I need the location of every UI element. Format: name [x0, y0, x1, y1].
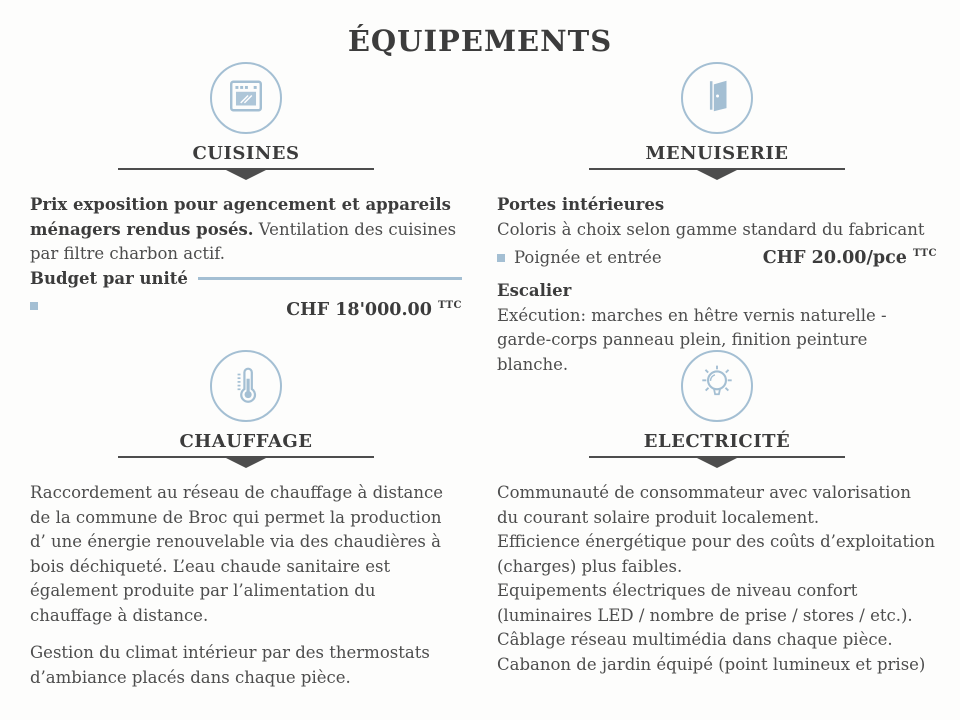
section-chauffage [30, 350, 462, 690]
cuisines-divider [118, 168, 374, 181]
poignee-row [497, 242, 937, 270]
cuisines-title: CUISINES [192, 143, 300, 164]
escalier-heading: Escalier [497, 281, 572, 301]
poignee-price: CHF 20.00/pce $^{TTC}$ [762, 247, 937, 268]
cuisines-content [30, 193, 462, 322]
down-arrow-icon [697, 170, 737, 180]
chauffage-para1: Raccordement au réseau de chauffage à distance de la commune de Broc qui permet la production d’ une énergie renouvelable via des chaudières à bois déchiqueté. L’eau chaude sanitaire est également produite par l’alimentation du chauffage à distance. [30, 483, 444, 625]
section-menuiserie [497, 62, 937, 377]
menuiserie-divider [589, 168, 845, 181]
electricite-line: Efficience énergétique pour des coûts d’exploitation (charges) plus faibles. [497, 532, 935, 576]
square-bullet-icon [497, 254, 505, 262]
portes-text: Coloris à choix selon gamme standard du fabricant [497, 219, 925, 239]
chauffage-icon-circle [210, 350, 282, 422]
page-title: ÉQUIPEMENTS [347, 24, 613, 58]
section-electricite [497, 350, 937, 677]
poignee-label: Poignée et entrée [514, 247, 662, 267]
electricite-line: Câblage réseau multimédia dans chaque pièce. [497, 630, 893, 649]
budget-rule-line [198, 277, 462, 280]
section-cuisines [30, 62, 462, 322]
escalier-text: Exécution: marches en hêtre vernis naturelle - garde-corps panneau plein, finition peinture blanche. [497, 305, 887, 374]
down-arrow-icon [697, 458, 737, 468]
budget-row [30, 267, 462, 292]
electricite-line: Cabanon de jardin équipé (point lumineux et prise) [497, 654, 926, 674]
electricite-divider [589, 456, 845, 469]
ttc-suffix: TTC [438, 300, 462, 311]
down-arrow-icon [226, 170, 266, 180]
electricite-icon-circle [681, 350, 753, 422]
cuisines-price: CHF 18'000.00 $^{TTC}$ [286, 299, 462, 320]
menuiserie-icon-circle [681, 62, 753, 134]
down-arrow-icon [226, 458, 266, 468]
cuisines-intro: Prix exposition pour agencement et appareils ménagers rendus posés. Ventilation des cuisines par filtre charbon actif. [30, 195, 457, 263]
cuisines-price-row [30, 294, 462, 322]
lightbulb-icon [696, 363, 738, 409]
ttc-suffix: TTC [913, 248, 937, 259]
electricite-content [497, 481, 937, 677]
chauffage-content [30, 481, 462, 690]
cuisines-icon-circle [210, 62, 282, 134]
portes-heading: Portes intérieures [497, 195, 665, 214]
oven-icon [227, 77, 265, 119]
chauffage-divider [118, 456, 374, 469]
electricite-line: Equipements électriques de niveau confort (luminaires LED / nombre de prise / stores / etc.). [497, 581, 913, 625]
square-bullet-icon [30, 302, 38, 310]
electricite-line: Communauté de consommateur avec valorisation du courant solaire produit localement. [497, 483, 911, 527]
door-icon [698, 77, 736, 119]
chauffage-title: CHAUFFAGE [179, 431, 313, 452]
menuiserie-title: MENUISERIE [645, 143, 789, 164]
thermometer-icon [227, 365, 265, 407]
budget-label: Budget par unité [30, 268, 188, 288]
electricite-title: ELECTRICITÉ [643, 431, 791, 452]
chauffage-para2: Gestion du climat intérieur par des thermostats d’ambiance placés dans chaque pièce. [30, 643, 430, 687]
